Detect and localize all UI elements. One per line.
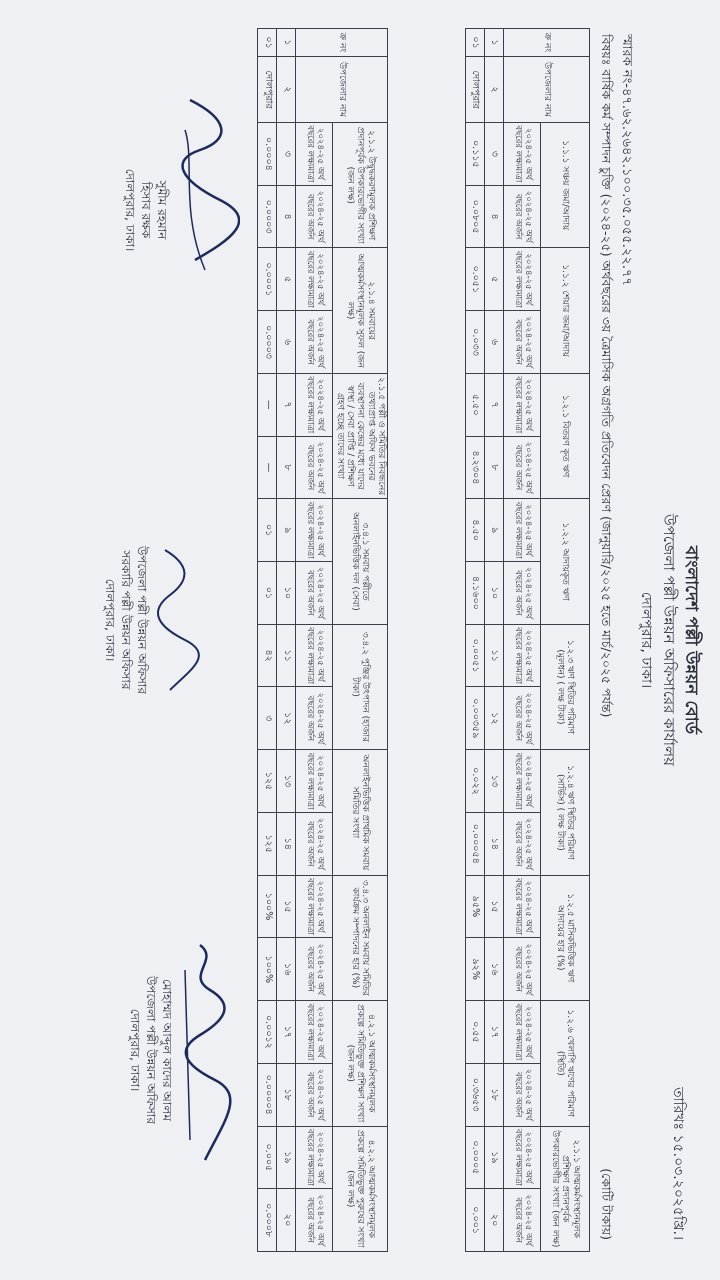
column-index-cell: ১১	[277, 624, 296, 687]
achievement-subheader: ২০২৪-২৫ অর্থ বছরের অর্জন	[296, 436, 333, 499]
indicator-header: ৪.২.১ আত্মকর্মসংস্থানমূলক প্রকল্পে সমিতিভুক্ত প্রশিক্ষণ সংখ্যা (জন লক্ষ)	[333, 1001, 388, 1126]
document-date: তারিখঃ ১৫.০৩.২০২৫খ্রি.।	[670, 1087, 686, 1240]
organization-name: বাংলাদেশ পল্লী উন্নয়ন বোর্ড	[681, 545, 701, 735]
indicator-header: ২.১.১ আত্মকর্মসংস্থানমূলক প্রশিক্ষণ প্রদানপূর্বক উপকারভোগীর সংখ্যা (জন লক্ষ)	[541, 1126, 590, 1252]
indicator-header: অনলাইনভিত্তিক প্রাথমিক সমবায় সমিতির সংখ্যা	[333, 750, 388, 875]
signatory-address: দোলপুরার, ঢাকা।	[102, 578, 117, 662]
column-index-row	[277, 29, 296, 1252]
achievement-subheader: ২০২৪-২৫ অর্থ বছরের অর্জন	[296, 812, 333, 875]
col-upazila-header: উপজেলার নাম	[504, 57, 590, 123]
target-subheader: ২০২৪-২৫ অর্থ বছরের লক্ষ্যমাত্রা	[296, 750, 333, 813]
memo-number: স্মারক নং-৪৭.৬২.২৬৪২.১০০.৩৫.০৫৫.২২.৭৭	[619, 34, 634, 286]
table-cell: ০.০৮০৫	[466, 185, 485, 248]
column-index-cell: ১	[277, 29, 296, 57]
table-cell: ০১	[258, 499, 277, 562]
achievement-subheader: ২০২৪-২৫ অর্থ বছরের অর্জন	[504, 311, 541, 374]
rotated-document	[10, 20, 710, 1260]
target-subheader: ২০২৪-২৫ অর্থ বছরের লক্ষ্যমাত্রা	[504, 123, 541, 186]
target-subheader: ২০২৪-২৫ অর্থ বছরের লক্ষ্যমাত্রা	[504, 1001, 541, 1064]
column-index-cell: ৮	[277, 436, 296, 499]
column-index-cell: ১০	[485, 562, 504, 625]
table-cell: দোলপুরার	[466, 57, 485, 123]
target-subheader: ২০২৪-২৫ অর্থ বছরের লক্ষ্যমাত্রা	[504, 875, 541, 938]
indicator-header: ১.২.৩ ঋণ স্থিতির পরিমাণ (মূলধন) ( লক্ষ টাকা)	[541, 624, 590, 749]
column-index-cell: ১৮	[485, 1063, 504, 1126]
signatory-title: হিসাব রক্ষক	[138, 181, 153, 239]
table-cell: ০১	[258, 562, 277, 625]
column-index-cell: ৩	[277, 123, 296, 186]
table-cell: দোলপুরার	[258, 57, 277, 123]
achievement-subheader: ২০২৪-২৫ অর্থ বছরের অর্জন	[504, 812, 541, 875]
table-cell: ০.০০০৩	[258, 311, 277, 374]
table-cell: ০.৫৫	[466, 1001, 485, 1064]
indicator-header: ৩.৪.২ পুঞ্জির উৎপাদন (হাজার টাকা)	[333, 624, 388, 749]
table-cell: ১০০%	[258, 938, 277, 1001]
achievement-subheader: ২০২৪-২৫ অর্থ বছরের অর্জন	[504, 1063, 541, 1126]
table-cell: ৩	[258, 687, 277, 750]
signatory-name: উপজেলা পল্লী উন্নয়ন অফিসার	[135, 545, 149, 695]
indicator-header: ১.১.২ শেয়ার জমা/আদায়	[541, 248, 590, 373]
column-index-cell: ১৩	[277, 750, 296, 813]
column-index-cell: ৪	[277, 185, 296, 248]
column-index-cell: ১০	[277, 562, 296, 625]
target-subheader: ২০২৪-২৫ অর্থ বছরের লক্ষ্যমাত্রা	[296, 875, 333, 938]
target-subheader: ২০২৪-২৫ অর্থ বছরের লক্ষ্যমাত্রা	[504, 750, 541, 813]
table-row	[466, 29, 485, 1252]
table-cell: ৪.১৬০০	[466, 562, 485, 625]
target-subheader: ২০২৪-২৫ অর্থ বছরের লক্ষ্যমাত্রা	[296, 1126, 333, 1189]
column-index-cell: ১৯	[485, 1126, 504, 1189]
table-cell: ০.০০৫১	[466, 624, 485, 687]
table-cell: ০১	[466, 29, 485, 57]
achievement-subheader: ২০২৪-২৫ অর্থ বছরের অর্জন	[296, 185, 333, 248]
target-subheader: ২০২৪-২৫ অর্থ বছরের লক্ষ্যমাত্রা	[296, 499, 333, 562]
table-cell: ০.০০০৩	[258, 185, 277, 248]
column-index-cell: ১৬	[277, 938, 296, 1001]
target-subheader: ২০২৪-২৫ অর্থ বছরের লক্ষ্যমাত্রা	[504, 624, 541, 687]
indicator-header: ১.২.৪ ঋণ স্থিতির পরিমাণ (সার্ভিস) ( লক্ষ টাকা)	[541, 750, 590, 875]
col-serial-header: ক্র নং	[504, 29, 590, 57]
column-index-cell: ৯	[277, 499, 296, 562]
achievement-subheader: ২০২৪-২৫ অর্থ বছরের অর্জন	[296, 1063, 333, 1126]
signatory-title: সরকারি পল্লী উন্নয়ন অফিসার	[118, 550, 133, 690]
table-cell: ১০০%	[258, 875, 277, 938]
column-index-cell: ৪	[485, 185, 504, 248]
office-address: দোলপুরার, ঢাকা।	[638, 591, 654, 689]
column-index-cell: ৫	[485, 248, 504, 311]
column-index-cell: ৭	[485, 373, 504, 436]
signature-block-officer	[101, 490, 150, 750]
table-cell: ০.০০১	[466, 1189, 485, 1252]
column-index-cell: ৯	[485, 499, 504, 562]
table-cell: ০.০০০৫	[466, 1126, 485, 1189]
table-cell: ০.৩৬৫৩	[466, 1063, 485, 1126]
table-cell: ০.০০০৫৪	[466, 812, 485, 875]
indicator-header: ১.২.২ আদায়কৃত ঋণ	[541, 499, 590, 624]
target-subheader: ২০২৪-২৫ অর্থ বছরের লক্ষ্যমাত্রা	[504, 373, 541, 436]
table-cell: ০.০৩৩	[466, 311, 485, 374]
achievement-subheader: ২০২৪-২৫ অর্থ বছরের অর্জন	[504, 436, 541, 499]
indicator-header: ৩.৪.৩ অনলাইন সমবায় সমিতির কার্যক্রম সম্পাদনের হার (%)	[333, 875, 388, 1000]
achievement-subheader: ২০২৪-২৫ অর্থ বছরের অর্জন	[296, 562, 333, 625]
column-index-cell: ১২	[485, 687, 504, 750]
achievement-subheader: ২০২৪-২৫ অর্থ বছরের অর্জন	[296, 311, 333, 374]
table-cell: —	[258, 373, 277, 436]
table-cell: —	[258, 436, 277, 499]
column-index-cell: ৮	[485, 436, 504, 499]
currency-unit: (কোটি টাকায়)	[599, 1168, 614, 1240]
column-index-cell: ২	[485, 57, 504, 123]
target-subheader: ২০২৪-২৫ অর্থ বছরের লক্ষ্যমাত্রা	[504, 248, 541, 311]
column-index-cell: ২০	[277, 1189, 296, 1252]
table-cell: ১২৫	[258, 812, 277, 875]
column-index-cell: ১৪	[277, 812, 296, 875]
table-cell: ০.০৫১	[466, 248, 485, 311]
target-subheader: ২০২৪-২৫ অর্থ বছরের লক্ষ্যমাত্রা	[504, 499, 541, 562]
col-serial-header: ক্র নং	[296, 29, 388, 57]
target-subheader: ২০২৪-২৫ অর্থ বছরের লক্ষ্যমাত্রা	[296, 248, 333, 311]
table-cell: ১২৫	[258, 750, 277, 813]
signature-scribble-3	[175, 940, 240, 1170]
target-subheader: ২০২৪-২৫ অর্থ বছরের লক্ষ্যমাত্রা	[296, 624, 333, 687]
column-index-cell: ১৮	[277, 1063, 296, 1126]
signatory-title: উপজেলা পল্লী উন্নয়ন অফিসার	[143, 975, 158, 1125]
indicator-header: ২.১.২ উদ্বুদ্ধকরণমূলক প্রশিক্ষণ প্রদানপূর্বক উপকারভোগীর সংখ্যা (জন লক্ষ)	[333, 123, 388, 248]
column-index-cell: ১১	[485, 624, 504, 687]
indicator-header: ৩.৪.১ সমবায় পল্লীতে অনলাইনভিত্তিক দল (সেবা)	[333, 499, 388, 624]
table-cell: ৯৫%	[466, 875, 485, 938]
table-cell: ০১	[258, 29, 277, 57]
achievement-subheader: ২০২৪-২৫ অর্থ বছরের অর্জন	[504, 1189, 541, 1252]
signatory-name: মোহাম্মদ আব্দুল কাদের আলম	[160, 978, 174, 1122]
column-index-cell: ১৬	[485, 938, 504, 1001]
column-index-cell: ২	[277, 57, 296, 123]
signature-block-accountant	[121, 80, 170, 340]
column-index-cell: ৩	[485, 123, 504, 186]
table-cell: ০.০০০৪	[258, 123, 277, 186]
table-cell: ০.০০৫	[258, 1126, 277, 1189]
office-name: উপজেলা পল্লী উন্নয়ন অফিসারের কার্যালয়	[660, 514, 678, 766]
table-row	[258, 29, 277, 1252]
table-cell: ০.০০৩৫৯	[466, 687, 485, 750]
column-index-cell: ৫	[277, 248, 296, 311]
column-index-cell: ১৭	[485, 1001, 504, 1064]
table-cell: ০.১১৫	[466, 123, 485, 186]
table-cell: ৪.২৩০৪	[466, 436, 485, 499]
table-cell: ০.০০০৮	[258, 1189, 277, 1252]
table-cell: ৫.৫০	[466, 373, 485, 436]
target-subheader: ২০২৪-২৫ অর্থ বছরের লক্ষ্যমাত্রা	[296, 1001, 333, 1064]
column-index-cell: ১৭	[277, 1001, 296, 1064]
column-index-cell: ৬	[277, 311, 296, 374]
indicator-header: ২.১.৫ পল্লী ও সমিতির নিবন্ধনের তথ্যাপ্রাপ্ত অফিস ভবনের ব্যবস্থাপনা কেন্দ্রের মধ্যে যাদের স্বাস্থ্য / সেবা প্রাপ্তি / প্রশিক্ষণ গ্রহণ হচ্ছে তাদের সংখ্যা	[333, 373, 388, 498]
signature-scribble-2	[150, 540, 200, 700]
indicator-header: ২.১.৪ সমবায়ের আত্মকর্মসংস্থানমূলক সুফল (জন লক্ষ)	[333, 248, 388, 373]
indicator-header: ১.২.৫ মাসিকভিত্তিক ঋণ আদায়ের হার (%)	[541, 875, 590, 1000]
achievement-subheader: ২০২৪-২৫ অর্থ বছরের অর্জন	[296, 938, 333, 1001]
column-index-cell: ১৯	[277, 1126, 296, 1189]
table-cell: ০.০০০০৪	[258, 1063, 277, 1126]
column-index-cell: ২০	[485, 1189, 504, 1252]
indicator-header: ১.১.১ সঞ্চয় জমা/আদায়	[541, 123, 590, 248]
signature-block-upazila-officer	[126, 900, 175, 1200]
target-subheader: ২০২৪-২৫ অর্থ বছরের লক্ষ্যমাত্রা	[296, 373, 333, 436]
table-cell: ৯২%	[466, 938, 485, 1001]
column-index-cell: ১২	[277, 687, 296, 750]
target-subheader: ২০২৪-২৫ অর্থ বছরের লক্ষ্যমাত্রা	[504, 1126, 541, 1189]
table-cell: ৪.৫০	[466, 499, 485, 562]
achievement-subheader: ২০২৪-২৫ অর্থ বছরের অর্জন	[504, 938, 541, 1001]
col-upazila-header: উপজেলার নাম	[296, 57, 388, 123]
column-index-cell: ১৫	[485, 875, 504, 938]
achievement-subheader: ২০২৪-২৫ অর্থ বছরের অর্জন	[504, 185, 541, 248]
column-index-cell: ১৪	[485, 812, 504, 875]
signatory-name: সুমীম রহমান	[155, 180, 169, 240]
signatory-address: দোলপুরার, ঢাকা।	[127, 1008, 142, 1092]
achievement-subheader: ২০২৪-২৫ অর্থ বছরের অর্জন	[296, 687, 333, 750]
table-cell: ০.০০০১	[258, 248, 277, 311]
column-index-cell: ১৫	[277, 875, 296, 938]
target-subheader: ২০২৪-২৫ অর্থ বছরের লক্ষ্যমাত্রা	[296, 123, 333, 186]
table-cell: ০.০০১২	[258, 1001, 277, 1064]
indicator-header: ৪.২.২ আত্মকর্মসংস্থানমূলক প্রকল্পে সমিতিভুক্ত পুরুষের সংখ্যা (জন লক্ষ)	[333, 1126, 388, 1252]
subject-line: বিষয়ঃ বার্ষিক কর্ম সম্পাদন চুক্তি (২০২৪-২৫) অর্থবছরের ৩য় ত্রৈমাসিক অগ্রগতি প্রতিবেদন প্রেরণ (জানুয়ারি/২০২৫ হতে মার্চ/২০২৫ পর্যন্ত)	[599, 34, 614, 718]
column-index-row	[485, 29, 504, 1252]
achievement-subheader: ২০২৪-২৫ অর্থ বছরের অর্জন	[296, 1189, 333, 1252]
column-index-cell: ৭	[277, 373, 296, 436]
table-cell: ০.০২২	[466, 750, 485, 813]
column-index-cell: ১৩	[485, 750, 504, 813]
progress-table-2	[257, 28, 388, 1252]
signatory-address: দোলপুরার, ঢাকা।	[122, 168, 137, 252]
column-index-cell: ৬	[485, 311, 504, 374]
achievement-subheader: ২০২৪-২৫ অর্থ বছরের অর্জন	[504, 687, 541, 750]
indicator-header: ১.২.১ বিতরণ কৃত ঋণ	[541, 373, 590, 498]
signature-scribble-1	[170, 90, 240, 290]
achievement-subheader: ২০২৪-২৫ অর্থ বছরের অর্জন	[504, 562, 541, 625]
table-cell: ৪২	[258, 624, 277, 687]
column-index-cell: ১	[485, 29, 504, 57]
indicator-header: ১.২.৬ খেলাপি ঋণের পরিমাণ (স্থিতি)	[541, 1001, 590, 1126]
progress-table-1	[465, 28, 590, 1252]
